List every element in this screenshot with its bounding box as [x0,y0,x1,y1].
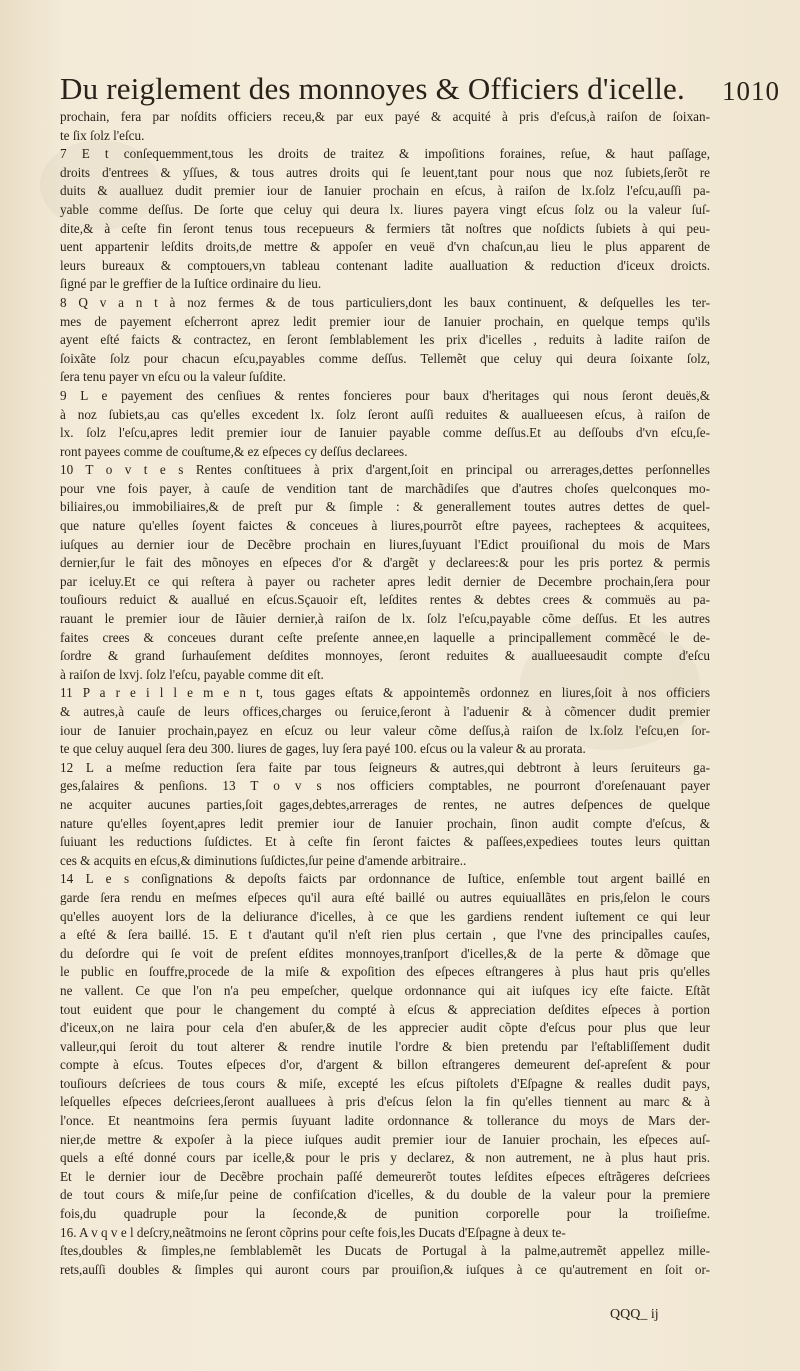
text-line: ſigné par le greffier de la Iuſtice ordinaire du lieu. [60,276,322,292]
text-line: 16. A v q v e l deſcry,neãtmoins ne ſeront cõprins pour ceſte fois,les Ducats d'Eſpagne à deux te- [60,1224,566,1240]
text-line: prochain, fera par noſdits officiers receu,& par eux payé & acquité à pris d'eſcus,à raiſon de ſoixan- [60,109,710,124]
text-line: ſordre & grand ſurhauſement deſdites monnoyes, ſeront reduites & auallueesaudit compte d'eſcu [60,648,710,664]
text-line: dite,& à ceſte fin ſeront tenus tous recepueurs & fermiers tãt noſtres que noſdicts ſubiets à qui peu- [60,220,710,236]
text-line: nier,de mettre & expoſer à la piece iuſques audit premier iour de Ianuier prochain, les eſpeces auſ- [60,1131,710,1147]
text-line: leſquelles eſpeces deſcriees,ſeront aualluees à pris d'eſcus ſelon la fin qu'elles tiennent au marc & à [60,1094,710,1110]
text-line: valleur,qui ſeroit du tout alterer & rendre inutile l'ordre & bien pretendu par l'eſtabliſſement dudit [60,1038,710,1054]
page-number: 1010 [722,76,780,106]
body-text [60,108,710,1348]
text-line: ſtes,doubles & ſimples,ne ſemblablemẽt les Ducats de Portugal à la palme,autremẽt appellez mille- [60,1243,710,1259]
text-line: iour de Ianuier prochain,payez en eſcuz ou leur valeur cõme deſſus,à raiſon de lx.ſolz l'eſcu,en ſor- [60,722,710,738]
text-line: yable comme deſſus. De ſorte que celuy qui deura lx. liures payera vingt eſcus ſolz ou la valeur ſuſ- [60,201,710,217]
text-line: compte à eſcus. Toutes eſpeces d'or, d'argent & billon eſtrangeres demeurent deſ-apreſent & pour [60,1057,710,1073]
text-line: leurs bureaux & comptouers,vn tableau contenant ladite aualluation & reduction d'iceux droicts. [60,257,710,273]
text-line: touſiours deſcriees de tous cours & miſe, excepté les eſcus piſtolets d'Eſpagne & realles dudit pays, [60,1075,710,1091]
text-line: dernier,ſur le fait des mõnoyes en eſpeces d'or & d'argẽt y declarees:& pour les pris portez & permis [60,555,710,571]
text-line: ſera tenu payer vn eſcu ou la valeur ſuſdite. [60,369,286,385]
page-header [60,70,780,108]
text-line: te que celuy auquel ſera deu 300. liures de gages, luy ſera payé 100. eſcus ou la valeur & au prorata. [60,741,586,757]
text-line: 7 E t conſequemment,tous les droits de traitez & impoſitions foraines, reſue, & haut paſſage, [60,146,710,162]
text-line: ayent eſté faicts & contractez, en ſeront ſemblablement les prix d'icelles , reduits à ladite raiſon de [60,332,710,348]
text-line: de tout cours & miſe,ſur peine de confiſcation d'icelles, & du double de la valeur pour la premiere [60,1187,710,1203]
text-line: que nature qu'elles ſoyent faictes & conceues à liures,pourrõt eſtre payees, racheptees & acquitees, [60,518,710,534]
text-line: par iceluy.Et ce qui reſtera à payer ou racheter apres ledit dernier de Decembre prochain,ſera pour [60,573,710,589]
text-line: biliaires,ou immobiliaires,& de preſt pur & ſimple : & generallement toutes autres dettes de quel- [60,499,710,515]
text-line: te ſix ſolz l'eſcu. [60,127,145,143]
text-line: 12 L a meſme reduction ſera faite par tous ſeigneurs & autres,qui debtront à leurs ſeruiteurs ga- [60,759,710,775]
text-line: l'once. Et neantmoins ſera permis ſuyuant ladite ordonnance & tollerance du moys de Mars der- [60,1113,710,1129]
text-line: 9 L e payement des cenſiues & rentes foncieres pour baux d'heritages qui nous ſeront deuës,& [60,387,710,403]
text-line: 8 Q v a n t à noz fermes & de tous particuliers,dont les baux continuent, & deſquelles les ter- [60,294,710,310]
text-line: iuſques au dernier iour de Decẽbre prochain en liures,ſuyuant l'Edict prouiſional du mois de Mars [60,536,710,552]
running-title: Du reiglement des monnoyes & Officiers d'icelle. [60,71,685,106]
text-line: ces & acquits en eſcus,& diminutions ſuſdictes,ſur peine d'amende arbitraire.. [60,852,467,868]
text-line: ges,ſalaires & penſions. 13 T o v s nos officiers comptables, ne pourront d'oreſenauant payer [60,778,710,794]
text-line: fois,du quadruple pour la ſeconde,& de punition corporelle pour la troiſieſme. [60,1206,710,1222]
text-line: touſiours reduict & auallué en eſcus.Sçauoir eſt, leſdites rentes & debtes crees & commuës au pa- [60,592,710,608]
text-line: uent appartenir leſdits droits,de mettre & appoſer en veuë d'vn chaſcun,au lieu le plus apparent de [60,239,710,255]
text-line: faites crees & conceues durant ceſte preſente annee,en laquelle a principallement commẽcé le de- [60,629,710,645]
text-line: rets,auſſi doubles & ſimples qui auront cours par prouiſion,& iuſques à ce qu'autrement en ſoit or- [60,1261,710,1277]
text-line: rauant le premier iour de Iãuier dernier,à raiſon de lx. ſolz l'eſcu,payable cõme deſſus. Et les autres [60,611,710,627]
text-line: du deſordre qui ſe voit de preſent eſdites monnoyes,tranſport d'icelles,& de la perte & dõmage que [60,945,710,961]
text-line: ne vallent. Ce que l'on n'a peu empeſcher, quelque ordonnance qui ait iuſques icy eſte faicte. Eſtãt [60,982,710,998]
text-line: à raiſon de lxvj. ſolz l'eſcu, payable comme dit eſt. [60,666,324,682]
text-line: droits d'entrees & yſſues, & tous autres droits qui ſe leuent,tant pour nous que noz ſubiets,ſerõt re [60,164,710,180]
text-line: 11 P a r e i l l e m e n t, tous gages eſtats & appointemẽs ordonnez en liures,ſoit à nos officiers [60,685,710,701]
text-line: mes de payement eſcherront aprez ledit premier iour de Ianuier prochain, en quelque temps qu'ils [60,313,710,329]
catchword: QQQ_ ij [610,1307,659,1322]
text-line: duits & aualluez dudit premier iour de Ianuier prochain en eſcus, à raiſon de lx.ſolz l'eſcu,auſſi pa- [60,183,710,199]
text-line: 14 L e s conſignations & depoſts faicts par ordonnance de Iuſtice, enſemble tout argent baillé en [60,871,710,887]
text-line: qu'elles auoyent lors de la deliurance d'icelles, à ce que les gardiens rendent iuſtement ce qui leur [60,908,710,924]
text-line: garde ſera rendu en meſmes eſpeces qu'il aura eſté baillé ou autres equiuallãtes en pris,ſelon le cours [60,889,710,905]
text-line: 10 T o v t e s Rentes conſtituees à prix d'argent,ſoit en principal ou arrerages,dettes perſonnelles [60,462,710,478]
text-line: Et le dernier iour de Decẽbre prochain paſſé demeurerõt toutes leſdites eſpeces eſtrãgeres deſcriees [60,1168,710,1184]
text-line: nature qu'elles ſoyent,apres ledit premier iour de Ianuier prochain, ſinon audit compte d'eſcus, & [60,815,710,831]
text-line: quels a eſté donné cours par icelle,& pour le pris y declarez, & non autrement, ne à plus haut pris. [60,1150,710,1166]
text-line: ne acquiter aucunes parties,ſoit gages,debtes,arrerages de rentes, ne autres deſpences de quelque [60,796,710,812]
text-line: & autres,à cauſe de leurs offices,charges ou ſeruice,ſeront à l'aduenir & à cõmencer dudit premier [60,704,710,719]
text-line: tout euident que pour le changement du compté à eſcus & appreciation deſdites eſpeces à portion [60,1001,710,1017]
text-line: lx. ſolz l'eſcu,apres ledit premier iour de Ianuier payable comme deſſus.Et au deſſoubs d'vn eſcu,ſe- [60,425,710,441]
text-line: ſuiuant les reductions ſuſdictes. Et à ceſte fin ſeront faictes & paſſees,expediees toutes leurs quittan [60,834,710,850]
text-line: ſoixãte ſolz pour chacun eſcu,payables comme deſſus. Tellemẽt que celuy qui deura ſoixante ſolz, [60,350,710,366]
text-line: le public en ſouffre,procede de la miſe & expoſition des eſpeces eſtrangeres à plus haut pris qu'elles [60,964,710,980]
text-line: ront payees comme de couſtume,& ez eſpeces cy deſſus declarees. [60,443,408,459]
text-line: à noz ſubiets,au cas qu'elles excedent lx. ſolz ſeront auſſi reduites & auallueesen eſcus, à raiſon de [60,406,710,422]
text-line: a eſté & ſera baillé. 15. E t d'autant qu'il n'eſt rien plus certain , que l'vne des principalles cauſes, [60,927,710,943]
text-line: d'iceux,on ne laira pour cela d'en abuſer,& de les apprecier audit cõpte d'eſcus pour plus que leur [60,1020,710,1036]
text-line: pour vne fois payer, à cauſe de vendition tant de marchãdiſes que d'autres choſes quelconques mo- [60,480,710,496]
